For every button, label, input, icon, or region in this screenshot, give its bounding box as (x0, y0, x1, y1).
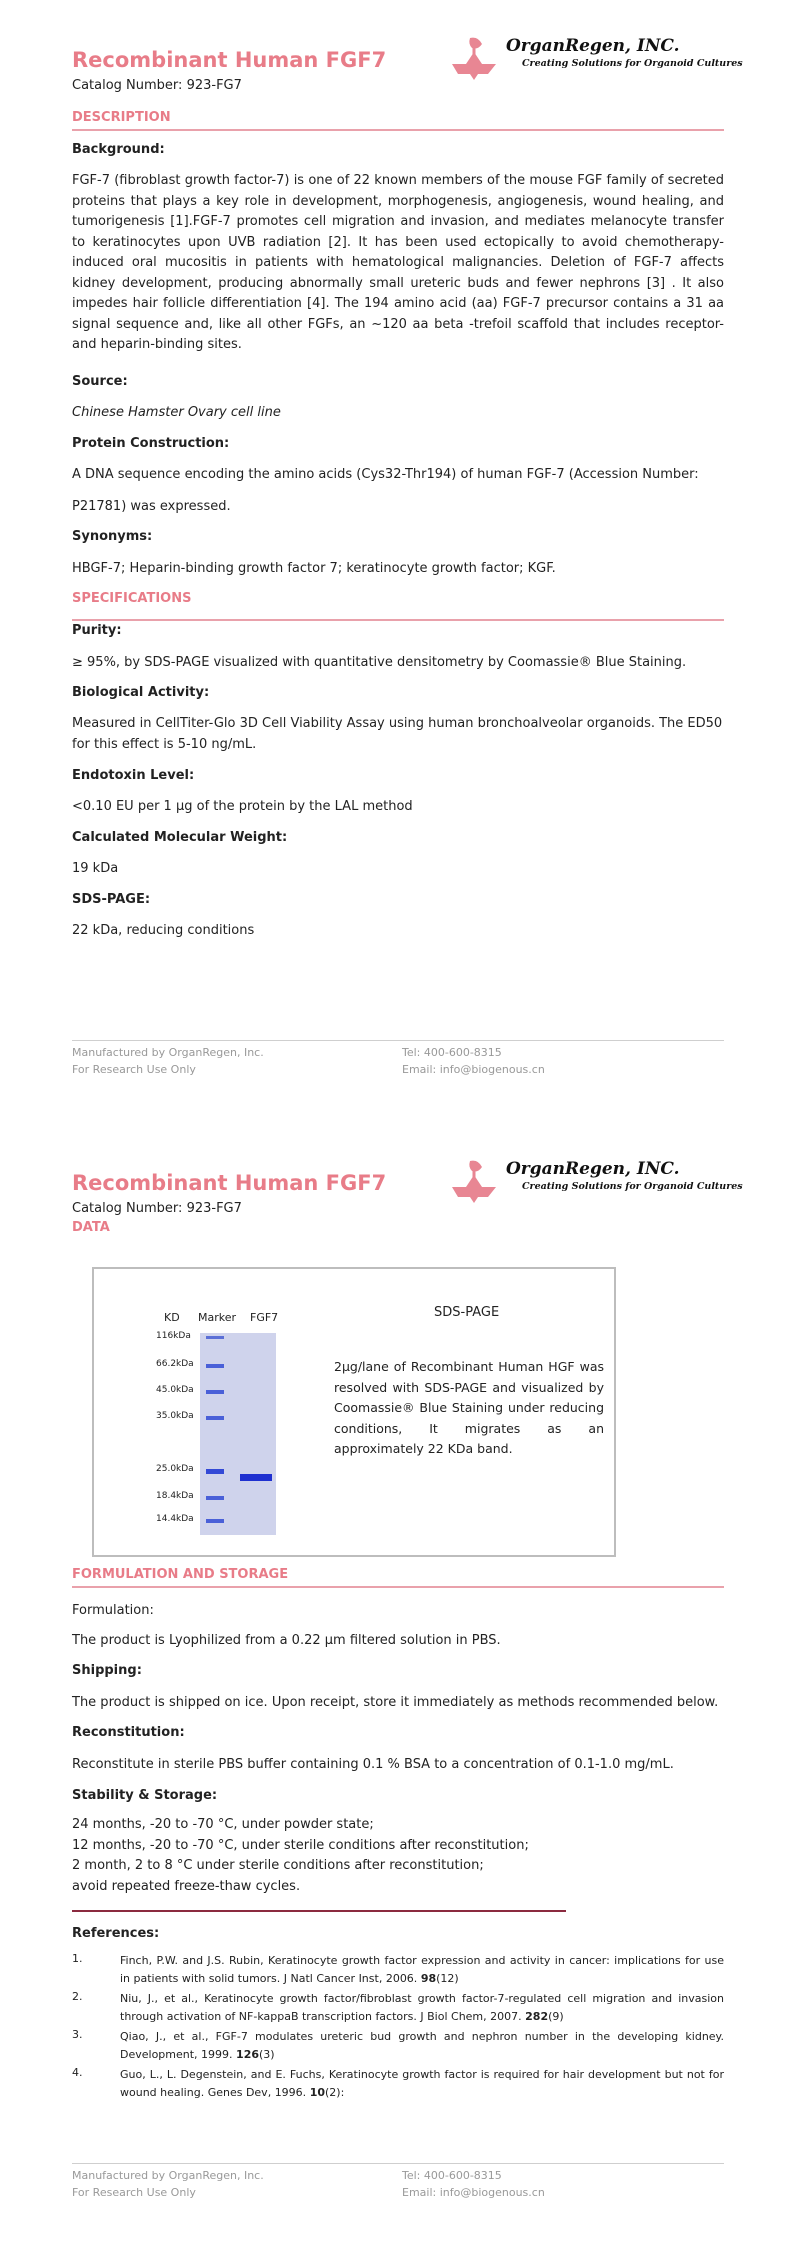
synonyms-label: Synonyms: (72, 529, 153, 544)
stability-line: 12 months, -20 to -70 °C, under sterile conditions after reconstitution; (72, 1837, 529, 1853)
stability-label: Stability & Storage: (72, 1788, 218, 1803)
reference-number: 3. (72, 2028, 83, 2041)
specifications-heading: SPECIFICATIONS (72, 591, 192, 606)
gel-image (200, 1333, 276, 1535)
sds-text: 22 kDa, reducing conditions (72, 923, 255, 938)
construction-label: Protein Construction: (72, 436, 230, 451)
marker-label: 66.2kDa (156, 1359, 194, 1369)
gel-caption: 2μg/lane of Recombinant Human HGF was resolved with SDS-PAGE and visualized by Coomassie® Blue Staining under reducing conditions, It migrates as an approximately 22 KDa band. (334, 1359, 604, 1456)
purity-label: Purity: (72, 623, 122, 638)
marker-band (206, 1519, 224, 1523)
catalog-number: Catalog Number: 923-FG7 (72, 1201, 242, 1216)
activity-label: Biological Activity: (72, 685, 210, 700)
footer-right (402, 1044, 545, 1078)
sds-label: SDS-PAGE: (72, 892, 151, 907)
source-text: Chinese Hamster Ovary cell line (72, 405, 281, 420)
mw-text: 19 kDa (72, 861, 119, 876)
activity-text: Measured in CellTiter-Glo 3D Cell Viability Assay using human bronchoalveolar organoids. The ED50 for this effect is 5-10 ng/mL. (72, 716, 723, 752)
logo-name: OrganRegen, INC. (506, 1159, 680, 1179)
gel-col-sample: FGF7 (250, 1311, 279, 1324)
footer-divider (72, 2163, 724, 2164)
mw-label: Calculated Molecular Weight: (72, 830, 288, 845)
footer-email: Email: info@biogenous.cn (402, 2186, 545, 2199)
organ-logo-icon (448, 1157, 500, 1205)
logo-tagline: Creating Solutions for Organoid Cultures (522, 58, 743, 69)
footer-manufacturer: Manufactured by OrganRegen, Inc. (72, 1046, 264, 1059)
marker-label: 45.0kDa (156, 1385, 194, 1395)
gel-figure (92, 1267, 616, 1557)
endotoxin-text: <0.10 EU per 1 μg of the protein by the LAL method (72, 799, 413, 814)
company-logo (448, 34, 748, 84)
footer-divider (72, 1040, 724, 1041)
formulation-heading: FORMULATION AND STORAGE (72, 1567, 289, 1582)
logo-tagline: Creating Solutions for Organoid Cultures (522, 1181, 743, 1192)
gel-col-marker: Marker (198, 1311, 237, 1324)
reference-number: 1. (72, 1952, 83, 1965)
reference-number: 2. (72, 1990, 83, 2003)
reconstitution-label: Reconstitution: (72, 1725, 185, 1740)
description-heading: DESCRIPTION (72, 110, 171, 125)
gel-title: SDS-PAGE (434, 1305, 500, 1320)
page-2 (0, 1123, 794, 2246)
marker-band (206, 1416, 224, 1420)
shipping-label: Shipping: (72, 1663, 142, 1678)
sample-band (240, 1474, 272, 1481)
stability-line: 24 months, -20 to -70 °C, under powder state; (72, 1817, 374, 1832)
marker-band (206, 1469, 224, 1474)
marker-band (206, 1390, 224, 1394)
purity-text: ≥ 95%, by SDS-PAGE visualized with quantitative densitometry by Coomassie® Blue Staining. (72, 655, 687, 670)
reference-item: Guo, L., L. Degenstein, and E. Fuchs, Keratinocyte growth factor is required for hair development but not for wound healing. Genes Dev, 1996. 10(2): (120, 2068, 724, 2099)
gel-col-kd: KD (164, 1311, 180, 1324)
footer-left (72, 1044, 264, 1078)
marker-label: 18.4kDa (156, 1491, 194, 1501)
references-label: References: (72, 1926, 160, 1941)
footer-tel: Tel: 400-600-8315 (402, 2169, 502, 2182)
footer-left (72, 2167, 264, 2201)
construction-text-1: A DNA sequence encoding the amino acids (Cys32-Thr194) of human FGF-7 (Accession Number: (72, 467, 699, 482)
stability-line: avoid repeated freeze-thaw cycles. (72, 1878, 301, 1894)
footer-use: For Research Use Only (72, 2186, 196, 2199)
section-divider (72, 619, 724, 621)
catalog-number: Catalog Number: 923-FG7 (72, 78, 242, 93)
footer-email: Email: info@biogenous.cn (402, 1063, 545, 1076)
marker-label: 116kDa (156, 1331, 191, 1341)
formulation-label: Formulation: (72, 1603, 154, 1618)
footer-tel: Tel: 400-600-8315 (402, 1046, 502, 1059)
stability-list (72, 1815, 724, 1897)
organ-logo-icon (448, 34, 500, 82)
marker-band (206, 1496, 224, 1500)
marker-label: 14.4kDa (156, 1514, 194, 1524)
marker-label: 35.0kDa (156, 1411, 194, 1421)
source-label: Source: (72, 374, 128, 389)
company-logo (448, 1157, 748, 1207)
references-divider (72, 1910, 566, 1912)
construction-text-2: P21781) was expressed. (72, 499, 231, 514)
shipping-text: The product is shipped on ice. Upon receipt, store it immediately as methods recommended below. (72, 1695, 719, 1710)
reference-item: Niu, J., et al., Keratinocyte growth factor/fibroblast growth factor-7-regulated cell migration and invasion through activation of NF-kappaB transcription factors. J Biol Chem, 2007. 282(9) (120, 1992, 724, 2023)
reference-item: Finch, P.W. and J.S. Rubin, Keratinocyte growth factor expression and activity in cancer: implications for use in patients with solid tumors. J Natl Cancer Inst, 2006. 98(12) (120, 1954, 724, 1985)
footer-use: For Research Use Only (72, 1063, 196, 1076)
footer-manufacturer: Manufactured by OrganRegen, Inc. (72, 2169, 264, 2182)
reference-number: 4. (72, 2066, 83, 2079)
reference-item: Qiao, J., et al., FGF-7 modulates ureteric bud growth and nephron number in the developing kidney. Development, 1999. 126(3) (120, 2030, 724, 2061)
footer-right (402, 2167, 545, 2201)
logo-name: OrganRegen, INC. (506, 36, 680, 56)
section-divider (72, 1586, 724, 1588)
section-divider (72, 129, 724, 131)
marker-band (206, 1336, 224, 1339)
product-title: Recombinant Human FGF7 (72, 1171, 387, 1195)
marker-label: 25.0kDa (156, 1464, 194, 1474)
marker-band (206, 1364, 224, 1368)
background-label: Background: (72, 142, 165, 157)
background-text: FGF-7 (fibroblast growth factor-7) is one of 22 known members of the mouse FGF family of secreted proteins that plays a key role in development, morphogenesis, angiogenesis, wound healing, and tumorigenesis [1].FGF-7 promotes cell migration and invasion, and mediates melanocyte transfer to keratinocytes upon UVB radiation [2]. It has been used ectopically to avoid chemotherapy-induced oral mucositis in patients with hematological malignancies. Deletion of FGF-7 affects kidney development, producing abnormally small ureteric buds and fewer nephrons [3] . It also impedes hair follicle differentiation [4]. The 194 amino acid (aa) FGF-7 precursor contains a 31 aa signal sequence and, like all other FGFs, an ~120 aa beta -trefoil scaffold that includes receptor- and heparin-binding sites. (72, 173, 724, 352)
reconstitution-text: Reconstitute in sterile PBS buffer containing 0.1 % BSA to a concentration of 0.1-1.0 mg/mL. (72, 1757, 674, 1772)
formulation-text: The product is Lyophilized from a 0.22 μm filtered solution in PBS. (72, 1633, 501, 1648)
product-title: Recombinant Human FGF7 (72, 48, 387, 72)
stability-line: 2 month, 2 to 8 °C under sterile conditions after reconstitution; (72, 1858, 484, 1873)
data-heading: DATA (72, 1220, 110, 1235)
endotoxin-label: Endotoxin Level: (72, 768, 195, 783)
synonyms-text: HBGF-7; Heparin-binding growth factor 7; keratinocyte growth factor; KGF. (72, 561, 556, 576)
